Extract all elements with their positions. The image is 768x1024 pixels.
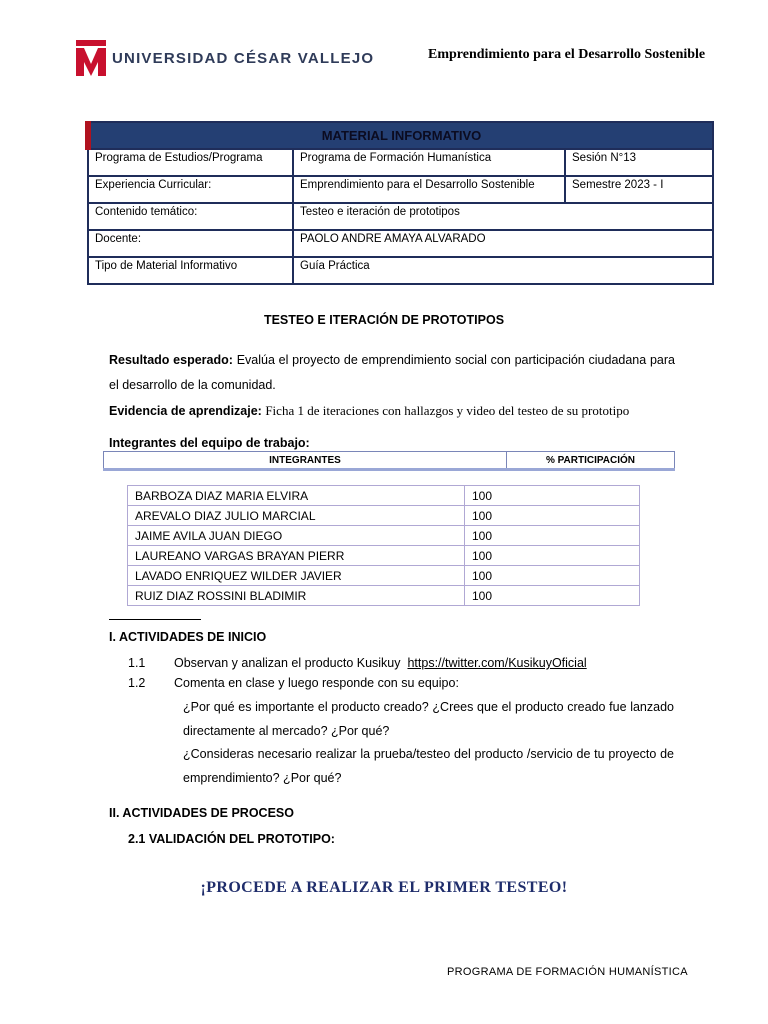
info-label: Contenido temático: (88, 203, 293, 230)
document-title: TESTEO E ITERACIÓN DE PROTOTIPOS (263, 313, 505, 327)
member-name: BARBOZA DIAZ MARIA ELVIRA (128, 486, 465, 506)
divider (109, 619, 201, 620)
material-info-title: MATERIAL INFORMATIVO (88, 122, 713, 149)
call-to-action: ¡PROCEDE A REALIZAR EL PRIMER TESTEO! (200, 879, 568, 896)
info-row (88, 176, 713, 203)
university-name: UNIVERSIDAD CÉSAR VALLEJO (112, 50, 375, 67)
member-participation: 100 (465, 526, 640, 546)
info-label: Tipo de Material Informativo (88, 257, 293, 284)
member-name: LAVADO ENRIQUEZ WILDER JAVIER (128, 566, 465, 586)
material-info-table (85, 121, 714, 285)
item-number: 1.2 (128, 676, 146, 690)
table-row (128, 486, 640, 506)
university-logo-icon (76, 40, 106, 76)
course-header-title: Emprendimiento para el Desarrollo Sostenible (428, 47, 706, 62)
info-session: Sesión N°13 (565, 149, 713, 176)
section1-heading: I. ACTIVIDADES DE INICIO (109, 630, 267, 644)
info-label: Programa de Estudios/Programa (88, 149, 293, 176)
table-row (128, 586, 640, 606)
table-row (128, 546, 640, 566)
list-item-text (174, 656, 587, 670)
item-number: 1.1 (128, 656, 146, 670)
section2-heading: II. ACTIVIDADES DE PROCESO (109, 806, 294, 820)
evidencia-label: Evidencia de aprendizaje: (109, 404, 262, 418)
member-participation: 100 (465, 506, 640, 526)
team-header-table (103, 451, 675, 471)
info-row (88, 230, 713, 257)
info-semester: Semestre 2023 - I (565, 176, 713, 203)
team-members-table (127, 485, 640, 606)
col-integrantes: INTEGRANTES (104, 452, 507, 470)
list-item (128, 676, 145, 690)
info-label: Experiencia Curricular: (88, 176, 293, 203)
table-row (128, 566, 640, 586)
resultado-paragraph (109, 348, 675, 398)
info-label: Docente: (88, 230, 293, 257)
kusikuy-link[interactable]: https://twitter.com/KusikuyOficial (407, 656, 587, 670)
item-text: Observan y analizan el producto Kusikuy (174, 656, 401, 670)
member-participation: 100 (465, 566, 640, 586)
info-row (88, 203, 713, 230)
member-participation: 100 (465, 546, 640, 566)
info-row (88, 149, 713, 176)
item-text: Comenta en clase y luego responde con su equipo: (174, 676, 459, 690)
team-label: Integrantes del equipo de trabajo: (109, 436, 310, 450)
question-1: ¿Por qué es importante el producto creado? ¿Crees que el producto creado fue lanzado directamente al mercado? ¿Por qué? (183, 700, 674, 738)
info-value: PAOLO ANDRE AMAYA ALVARADO (293, 230, 713, 257)
question-2: ¿Consideras necesario realizar la prueba/testeo del producto /servicio de tu proyecto de emprendimiento? ¿Por qué? (183, 747, 674, 785)
evidencia-text: Ficha 1 de iteraciones con hallazgos y video del testeo de su prototipo (265, 403, 630, 418)
resultado-text: Evalúa el proyecto de emprendimiento social con participación ciudadana para el desarrollo de la comunidad. (109, 353, 675, 392)
info-row (88, 257, 713, 284)
col-participacion: % PARTICIPACIÓN (507, 452, 675, 470)
member-name: AREVALO DIAZ JULIO MARCIAL (128, 506, 465, 526)
evidencia-paragraph (109, 398, 675, 424)
table-row (128, 506, 640, 526)
page-footer: PROGRAMA DE FORMACIÓN HUMANÍSTICA (447, 966, 688, 978)
member-participation: 100 (465, 586, 640, 606)
resultado-label: Resultado esperado: (109, 353, 233, 367)
member-name: LAUREANO VARGAS BRAYAN PIERR (128, 546, 465, 566)
member-name: RUIZ DIAZ ROSSINI BLADIMIR (128, 586, 465, 606)
info-value: Testeo e iteración de prototipos (293, 203, 713, 230)
member-participation: 100 (465, 486, 640, 506)
info-value: Guía Práctica (293, 257, 713, 284)
info-value: Emprendimiento para el Desarrollo Sostenible (293, 176, 565, 203)
list-item (128, 656, 145, 670)
member-name: JAIME AVILA JUAN DIEGO (128, 526, 465, 546)
table-row (128, 526, 640, 546)
section2-subheading: 2.1 VALIDACIÓN DEL PROTOTIPO: (128, 832, 335, 846)
info-value: Programa de Formación Humanística (293, 149, 565, 176)
